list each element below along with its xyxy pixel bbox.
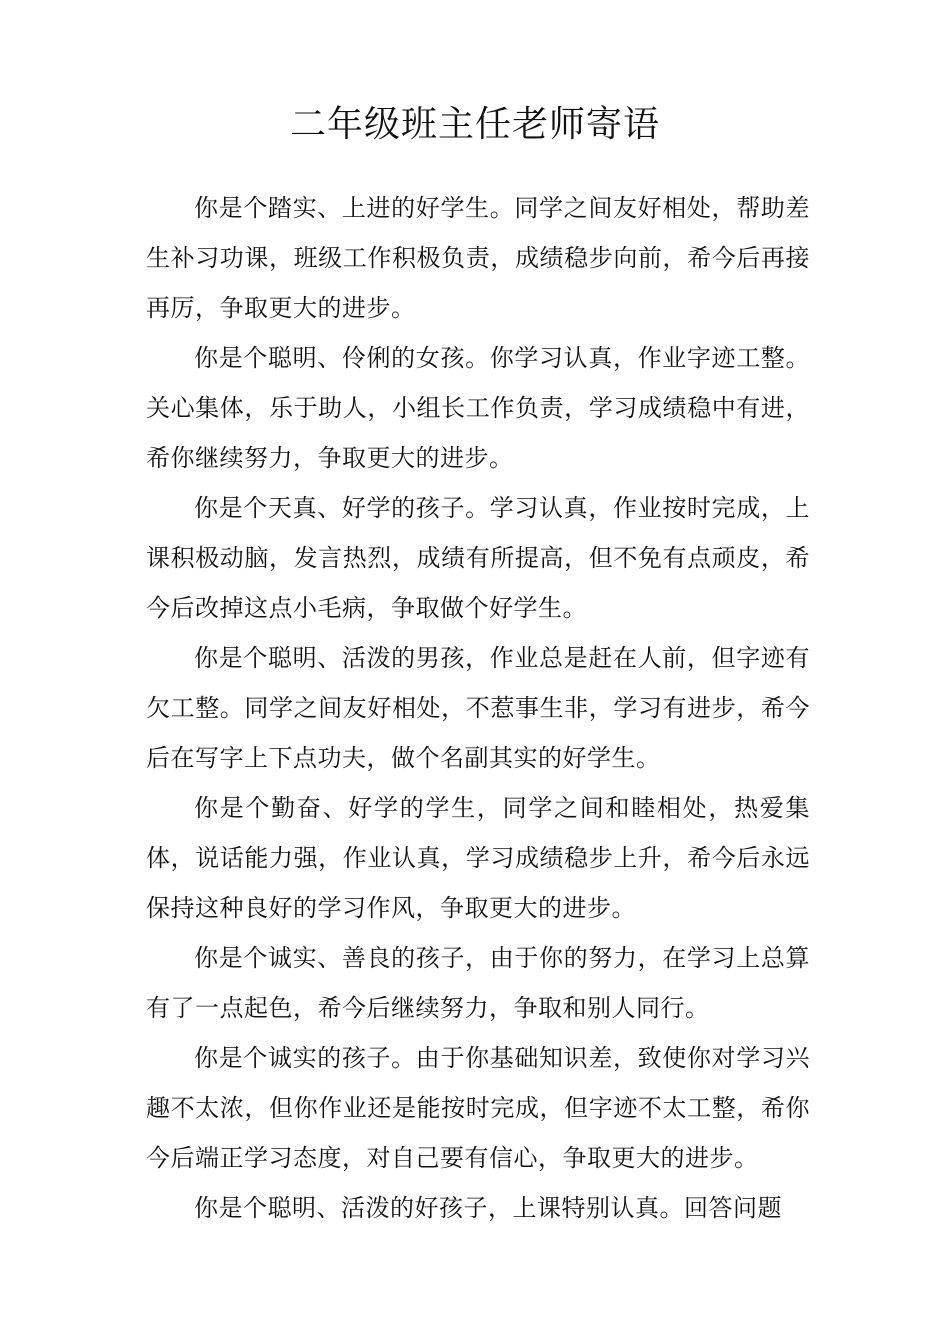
paragraph: 你是个聪明、活泼的好孩子，上课特别认真。回答问题 [194,1194,782,1222]
paragraph: 你是个诚实、善良的孩子，由于你的努力，在学习上总算有了一点起色，希今后继续努力，争取和别人同行。 [146,944,810,1022]
paragraph: 你是个勤奋、好学的学生，同学之间和睦相处，热爱集体，说话能力强，作业认真，学习成绩稳步上升，希今后永远保持这种良好的学习作风，争取更大的进步。 [146,794,810,922]
document-title: 二年级班主任老师寄语 [289,104,660,145]
paragraph: 你是个天真、好学的孩子。学习认真，作业按时完成，上课积极动脑，发言热烈，成绩有所提高，但不免有点顽皮，希今后改掉这点小毛病，争取做个好学生。 [146,494,810,622]
paragraph: 你是个聪明、活泼的男孩，作业总是赶在人前，但字迹有欠工整。同学之间友好相处，不惹事生非，学习有进步，希今后在写字上下点功夫，做个名副其实的好学生。 [146,644,810,772]
document-body [146,183,810,1233]
paragraph: 你是个踏实、上进的好学生。同学之间友好相处，帮助差生补习功课，班级工作积极负责，成绩稳步向前，希今后再接再厉，争取更大的进步。 [146,194,810,322]
paragraph: 你是个聪明、伶俐的女孩。你学习认真，作业字迹工整。关心集体，乐于助人，小组长工作负责，学习成绩稳中有进，希你继续努力，争取更大的进步。 [146,344,810,472]
paragraph: 你是个诚实的孩子。由于你基础知识差，致使你对学习兴趣不太浓，但你作业还是能按时完成，但字迹不太工整，希你今后端正学习态度，对自己要有信心，争取更大的进步。 [146,1044,810,1172]
